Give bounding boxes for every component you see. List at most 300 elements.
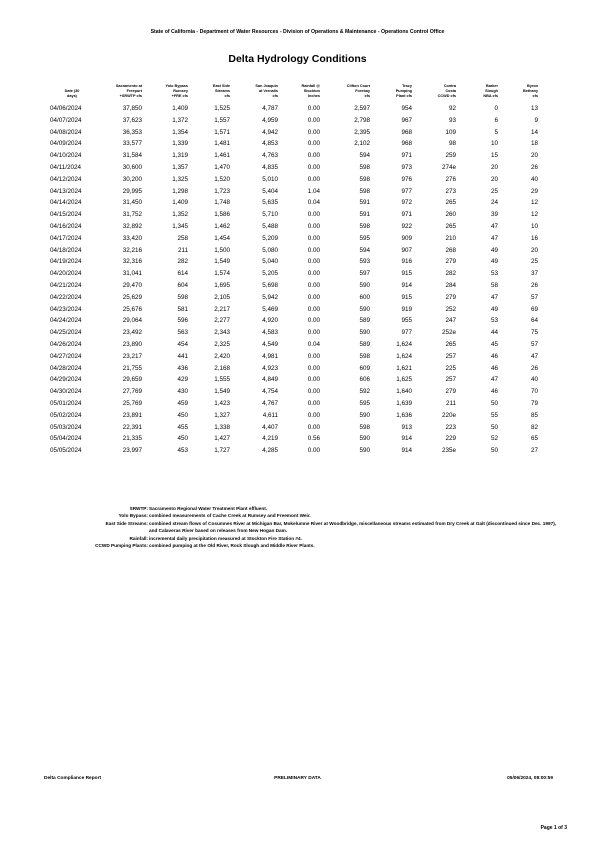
table-cell: 265: [445, 340, 456, 348]
table-cell: 32,316: [122, 258, 142, 266]
table-row: [48, 292, 540, 304]
table-cell: 33,577: [122, 140, 142, 148]
table-cell: 23,891: [122, 411, 142, 419]
table-cell: 4,285: [262, 447, 278, 455]
table-cell: 972: [401, 199, 412, 207]
table-cell: 04/23/2024: [50, 305, 82, 313]
table-row: [48, 445, 540, 457]
table-cell: 36,353: [122, 128, 142, 136]
table-cell: 252e: [441, 329, 456, 337]
table-cell: 1,352: [172, 211, 188, 219]
table-cell: 25: [490, 187, 498, 195]
table-cell: 5,698: [262, 281, 278, 289]
table-row: [48, 162, 540, 174]
column-header: Clifton Court Forebay cfs: [346, 84, 370, 98]
table-cell: 4,219: [262, 435, 278, 443]
table-cell: 0.00: [307, 211, 320, 219]
table-cell: 30,200: [122, 175, 142, 183]
footer-timestamp: 05/06/2024, 08:00:59: [507, 776, 553, 781]
table-cell: 21,335: [122, 435, 142, 443]
table-cell: 57: [530, 293, 538, 301]
table-cell: 47: [490, 222, 498, 230]
table-cell: 0: [494, 105, 498, 112]
table-cell: 1,454: [214, 234, 230, 242]
table-cell: 2,343: [214, 329, 230, 337]
table-cell: 1,470: [214, 163, 230, 171]
table-row: [48, 386, 540, 398]
table-cell: 1,549: [214, 388, 230, 396]
table-cell: 4,611: [262, 411, 278, 419]
table-cell: 274e: [441, 163, 456, 171]
table-cell: 593: [359, 258, 370, 266]
table-cell: 29,995: [122, 187, 142, 195]
table-cell: 429: [177, 376, 188, 384]
table-cell: 276: [445, 175, 456, 183]
table-cell: 4,754: [262, 388, 278, 396]
table-cell: 1,338: [214, 423, 230, 431]
table-cell: 04/17/2024: [50, 234, 82, 242]
table-cell: 2,102: [354, 140, 370, 148]
table-row: [48, 268, 540, 280]
table-cell: 1,586: [214, 211, 230, 219]
table-cell: 265: [445, 199, 456, 207]
table-cell: 0.00: [307, 293, 320, 301]
page-title: Delta Hydrology Conditions: [228, 53, 367, 65]
table-cell: 284: [445, 281, 456, 289]
table-cell: 04/28/2024: [50, 364, 82, 372]
table-cell: 455: [177, 423, 188, 431]
table-cell: 46: [490, 388, 498, 396]
table-cell: 04/14/2024: [50, 199, 82, 207]
table-cell: 05/01/2024: [50, 399, 82, 407]
table-cell: 5,942: [262, 293, 278, 301]
table-cell: 12: [530, 211, 538, 219]
table-cell: 606: [359, 376, 370, 384]
table-cell: 53: [490, 270, 498, 278]
table-cell: 915: [401, 293, 412, 301]
table-cell: 1,624: [396, 352, 412, 360]
table-cell: 5,710: [262, 211, 278, 219]
table-cell: 92: [448, 105, 456, 112]
table-row: [48, 363, 540, 375]
table-cell: 916: [401, 258, 412, 266]
table-cell: 0.00: [307, 305, 320, 313]
table-cell: 0.00: [307, 329, 320, 337]
table-cell: 65: [530, 435, 538, 443]
table-cell: 4,920: [262, 317, 278, 325]
table-cell: 0.00: [307, 116, 320, 124]
table-cell: 13: [530, 105, 538, 112]
table-cell: 592: [359, 388, 370, 396]
table-cell: 49: [490, 305, 498, 313]
table-cell: 273: [445, 187, 456, 195]
table-cell: 914: [401, 447, 412, 455]
table-cell: 977: [401, 187, 412, 195]
table-cell: 0.04: [307, 199, 320, 207]
table-cell: 5,488: [262, 222, 278, 230]
footer-report-name: Delta Compliance Report: [44, 776, 102, 781]
table-cell: 49: [490, 258, 498, 266]
table-cell: 0.00: [307, 258, 320, 266]
table-cell: 20: [490, 175, 498, 183]
table-cell: 1,625: [396, 376, 412, 384]
table-cell: 1,345: [172, 222, 188, 230]
table-cell: 0.00: [307, 281, 320, 289]
table-cell: 1,571: [214, 128, 230, 136]
table-cell: 23,997: [122, 447, 142, 455]
table-cell: 1,327: [214, 411, 230, 419]
table-cell: 1,354: [172, 128, 188, 136]
table-cell: 04/19/2024: [50, 258, 82, 266]
table-cell: 04/22/2024: [50, 293, 82, 301]
table-header-row: [48, 84, 540, 103]
table-cell: 590: [359, 305, 370, 313]
column-header: Barker Slough NBA cfs: [483, 84, 498, 98]
table-cell: 1,409: [172, 199, 188, 207]
table-cell: 1,500: [214, 246, 230, 254]
table-cell: 2,798: [354, 116, 370, 124]
table-cell: 594: [359, 152, 370, 160]
footer-preliminary: PRELIMINARY DATA: [274, 776, 321, 781]
table-cell: 914: [401, 281, 412, 289]
note-label: Yolo Bypass:: [118, 513, 148, 519]
table-cell: 259: [445, 152, 456, 160]
table-cell: 5,209: [262, 234, 278, 242]
table-cell: 5,040: [262, 258, 278, 266]
table-cell: 40: [530, 175, 538, 183]
table-cell: 268: [445, 246, 456, 254]
table-cell: 5,635: [262, 199, 278, 207]
table-cell: 12: [530, 199, 538, 207]
table-cell: 590: [359, 435, 370, 443]
table-cell: 04/30/2024: [50, 388, 82, 396]
table-cell: 913: [401, 423, 412, 431]
column-header: Yolo Bypass Rumsey +FRE cfs: [165, 84, 188, 98]
table-cell: 922: [401, 222, 412, 230]
table-cell: 1,555: [214, 376, 230, 384]
table-cell: 279: [445, 388, 456, 396]
table-cell: 598: [359, 352, 370, 360]
table-cell: 229: [445, 435, 456, 443]
table-cell: 1,481: [214, 140, 230, 148]
note-text: Sacramento Regional Water Treatment Plant effluent.: [149, 506, 268, 511]
table-cell: 954: [401, 105, 412, 112]
table-cell: 04/20/2024: [50, 270, 82, 278]
table-row: [48, 433, 540, 445]
table-cell: 598: [359, 222, 370, 230]
table-cell: 05/03/2024: [50, 423, 82, 431]
table-cell: 1,339: [172, 140, 188, 148]
column-header: East Side Streams cfs: [212, 84, 230, 98]
table-cell: 971: [401, 211, 412, 219]
table-cell: 04/25/2024: [50, 329, 82, 337]
table-cell: 968: [401, 140, 412, 148]
table-cell: 04/06/2024: [50, 105, 82, 112]
table-cell: 5: [494, 128, 498, 136]
table-cell: 977: [401, 329, 412, 337]
table-cell: 109: [445, 128, 456, 136]
table-cell: 441: [177, 352, 188, 360]
table-cell: 0.00: [307, 411, 320, 419]
table-cell: 223: [445, 423, 456, 431]
table-cell: 598: [359, 423, 370, 431]
table-cell: 609: [359, 364, 370, 372]
table-cell: 220e: [441, 411, 456, 419]
column-header: Byron Bethany cfs: [523, 84, 538, 98]
table-cell: 1,409: [172, 105, 188, 112]
table-cell: 26: [530, 163, 538, 171]
table-cell: 971: [401, 152, 412, 160]
table-cell: 29,470: [122, 281, 142, 289]
table-cell: 1,357: [172, 163, 188, 171]
table-cell: 2,597: [354, 105, 370, 112]
table-cell: 05/04/2024: [50, 435, 82, 443]
table-cell: 29,064: [122, 317, 142, 325]
table-cell: 70: [530, 388, 538, 396]
table-cell: 31,450: [122, 199, 142, 207]
table-row: [48, 280, 540, 292]
table-cell: 0.00: [307, 152, 320, 160]
table-cell: 211: [445, 399, 456, 407]
table-cell: 210: [445, 234, 456, 242]
table-cell: 4,923: [262, 364, 278, 372]
table-cell: 598: [359, 175, 370, 183]
table-cell: 05/05/2024: [50, 447, 82, 455]
table-cell: 23,890: [122, 340, 142, 348]
note-item: [40, 542, 560, 549]
table-cell: 4,849: [262, 376, 278, 384]
table-cell: 0.00: [307, 246, 320, 254]
table-cell: 589: [359, 340, 370, 348]
table-cell: 914: [401, 435, 412, 443]
table-cell: 05/02/2024: [50, 411, 82, 419]
table-cell: 20: [530, 246, 538, 254]
table-cell: 0.00: [307, 352, 320, 360]
table-cell: 40: [530, 376, 538, 384]
table-cell: 257: [445, 376, 456, 384]
table-cell: 49: [490, 246, 498, 254]
table-cell: 4,981: [262, 352, 278, 360]
table-cell: 32,892: [122, 222, 142, 230]
table-cell: 594: [359, 246, 370, 254]
table-cell: 10: [490, 140, 498, 148]
table-cell: 2,395: [354, 128, 370, 136]
table-row: [48, 197, 540, 209]
table-cell: 23,492: [122, 329, 142, 337]
table-cell: 26: [530, 281, 538, 289]
table-cell: 44: [490, 329, 498, 337]
table-cell: 1,557: [214, 116, 230, 124]
table-cell: 0.00: [307, 128, 320, 136]
table-cell: 46: [490, 364, 498, 372]
table-cell: 4,767: [262, 399, 278, 407]
table-cell: 0.00: [307, 317, 320, 325]
table-cell: 1,372: [172, 116, 188, 124]
table-row: [48, 186, 540, 198]
table-cell: 04/15/2024: [50, 211, 82, 219]
table-cell: 1,462: [214, 222, 230, 230]
table-row: [48, 245, 540, 257]
table-cell: 2,420: [214, 352, 230, 360]
hydrology-table: [48, 84, 540, 457]
table-cell: 79: [530, 399, 538, 407]
table-cell: 1,423: [214, 399, 230, 407]
table-cell: 591: [359, 211, 370, 219]
table-cell: 590: [359, 281, 370, 289]
table-cell: 589: [359, 317, 370, 325]
table-cell: 5,010: [262, 175, 278, 183]
table-row: [48, 374, 540, 386]
table-row: [48, 422, 540, 434]
table-cell: 1,624: [396, 340, 412, 348]
table-cell: 0.00: [307, 175, 320, 183]
table-cell: 258: [177, 234, 188, 242]
table-cell: 50: [490, 447, 498, 455]
table-cell: 5,404: [262, 187, 278, 195]
note-item: [40, 512, 560, 519]
table-cell: 25,676: [122, 305, 142, 313]
table-cell: 1,727: [214, 447, 230, 455]
table-cell: 25,629: [122, 293, 142, 301]
table-cell: 0.00: [307, 234, 320, 242]
table-cell: 590: [359, 447, 370, 455]
table-cell: 16: [530, 234, 538, 242]
table-cell: 252: [445, 305, 456, 313]
table-cell: 0.00: [307, 163, 320, 171]
table-cell: 598: [359, 187, 370, 195]
table-cell: 04/11/2024: [50, 163, 82, 171]
table-row: [48, 138, 540, 150]
table-cell: 27,769: [122, 388, 142, 396]
table-cell: 1,427: [214, 435, 230, 443]
table-cell: 596: [177, 317, 188, 325]
table-cell: 53: [490, 317, 498, 325]
table-cell: 57: [530, 340, 538, 348]
table-cell: 967: [401, 116, 412, 124]
table-cell: 18: [530, 140, 538, 148]
page-number: Page 1 of 3: [540, 825, 567, 831]
table-cell: 25: [530, 258, 538, 266]
table-cell: 279: [445, 258, 456, 266]
table-cell: 1,574: [214, 270, 230, 278]
table-cell: 1,319: [172, 152, 188, 160]
table-cell: 24: [490, 199, 498, 207]
table-cell: 29,659: [122, 376, 142, 384]
table-cell: 52: [490, 435, 498, 443]
table-cell: 597: [359, 270, 370, 278]
table-cell: 20: [530, 152, 538, 160]
table-cell: 2,277: [214, 317, 230, 325]
table-cell: 4,942: [262, 128, 278, 136]
table-cell: 04/24/2024: [50, 317, 82, 325]
table-cell: 69: [530, 305, 538, 313]
table-cell: 595: [359, 234, 370, 242]
table-cell: 955: [401, 317, 412, 325]
table-cell: 1,461: [214, 152, 230, 160]
table-cell: 604: [177, 281, 188, 289]
table-cell: 4,407: [262, 423, 278, 431]
table-cell: 598: [359, 163, 370, 171]
table-cell: 581: [177, 305, 188, 313]
table-cell: 4,763: [262, 152, 278, 160]
table-cell: 0.00: [307, 388, 320, 396]
table-row: [48, 398, 540, 410]
table-cell: 46: [490, 352, 498, 360]
table-cell: 436: [177, 364, 188, 372]
column-header: San Joaquin at Vernalis cfs: [255, 84, 278, 98]
table-cell: 282: [445, 270, 456, 278]
note-item: [40, 520, 560, 535]
table-cell: 47: [490, 234, 498, 242]
table-cell: 247: [445, 317, 456, 325]
table-cell: 47: [530, 352, 538, 360]
table-row: [48, 410, 540, 422]
table-cell: 0.00: [307, 105, 320, 112]
table-cell: 04/10/2024: [50, 152, 82, 160]
table-cell: 0.00: [307, 140, 320, 148]
table-cell: 1,525: [214, 105, 230, 112]
table-cell: 235e: [441, 447, 456, 455]
table-cell: 33,420: [122, 234, 142, 242]
table-cell: 37: [530, 270, 538, 278]
table-cell: 1,695: [214, 281, 230, 289]
table-cell: 21,755: [122, 364, 142, 372]
table-cell: 15: [490, 152, 498, 160]
table-cell: 6: [494, 116, 498, 124]
note-label: CCWD Pumping Plants:: [95, 543, 148, 549]
table-row: [48, 327, 540, 339]
agency-header: State of California - Department of Water Resources - Division of Operations & Maintenance - Operations Control Office: [150, 29, 445, 35]
table-cell: 50: [490, 423, 498, 431]
table-cell: 563: [177, 329, 188, 337]
table-cell: 29: [530, 187, 538, 195]
table-cell: 32,216: [122, 246, 142, 254]
table-cell: 82: [530, 423, 538, 431]
table-cell: 20: [490, 163, 498, 171]
table-cell: 04/26/2024: [50, 340, 82, 348]
table-row: [48, 221, 540, 233]
table-row: [48, 315, 540, 327]
table-row: [48, 256, 540, 268]
table-cell: 14: [530, 128, 538, 136]
table-cell: 50: [490, 399, 498, 407]
table-cell: 0.00: [307, 399, 320, 407]
table-cell: 591: [359, 199, 370, 207]
table-row: [48, 174, 540, 186]
table-cell: 4,583: [262, 329, 278, 337]
table-cell: 98: [448, 140, 456, 148]
note-text: incremental daily precipitation measured at Stockton Fire Station #4.: [149, 535, 302, 541]
table-cell: 58: [490, 281, 498, 289]
table-cell: 968: [401, 128, 412, 136]
table-cell: 75: [530, 329, 538, 337]
table-cell: 0.00: [307, 364, 320, 372]
table-cell: 10: [530, 222, 538, 230]
note-text: combined pumping at the Old River, Rock Slough and Middle River Plants.: [149, 543, 315, 549]
note-item: [40, 505, 560, 512]
table-cell: 27: [530, 447, 538, 455]
table-cell: 85: [530, 411, 538, 419]
table-cell: 0.00: [307, 447, 320, 455]
table-cell: 4,853: [262, 140, 278, 148]
table-cell: 595: [359, 399, 370, 407]
table-cell: 04/07/2024: [50, 116, 82, 124]
table-cell: 600: [359, 293, 370, 301]
table-cell: 454: [177, 340, 188, 348]
table-cell: 30,600: [122, 163, 142, 171]
table-cell: 37,623: [122, 116, 142, 124]
table-cell: 1,325: [172, 175, 188, 183]
